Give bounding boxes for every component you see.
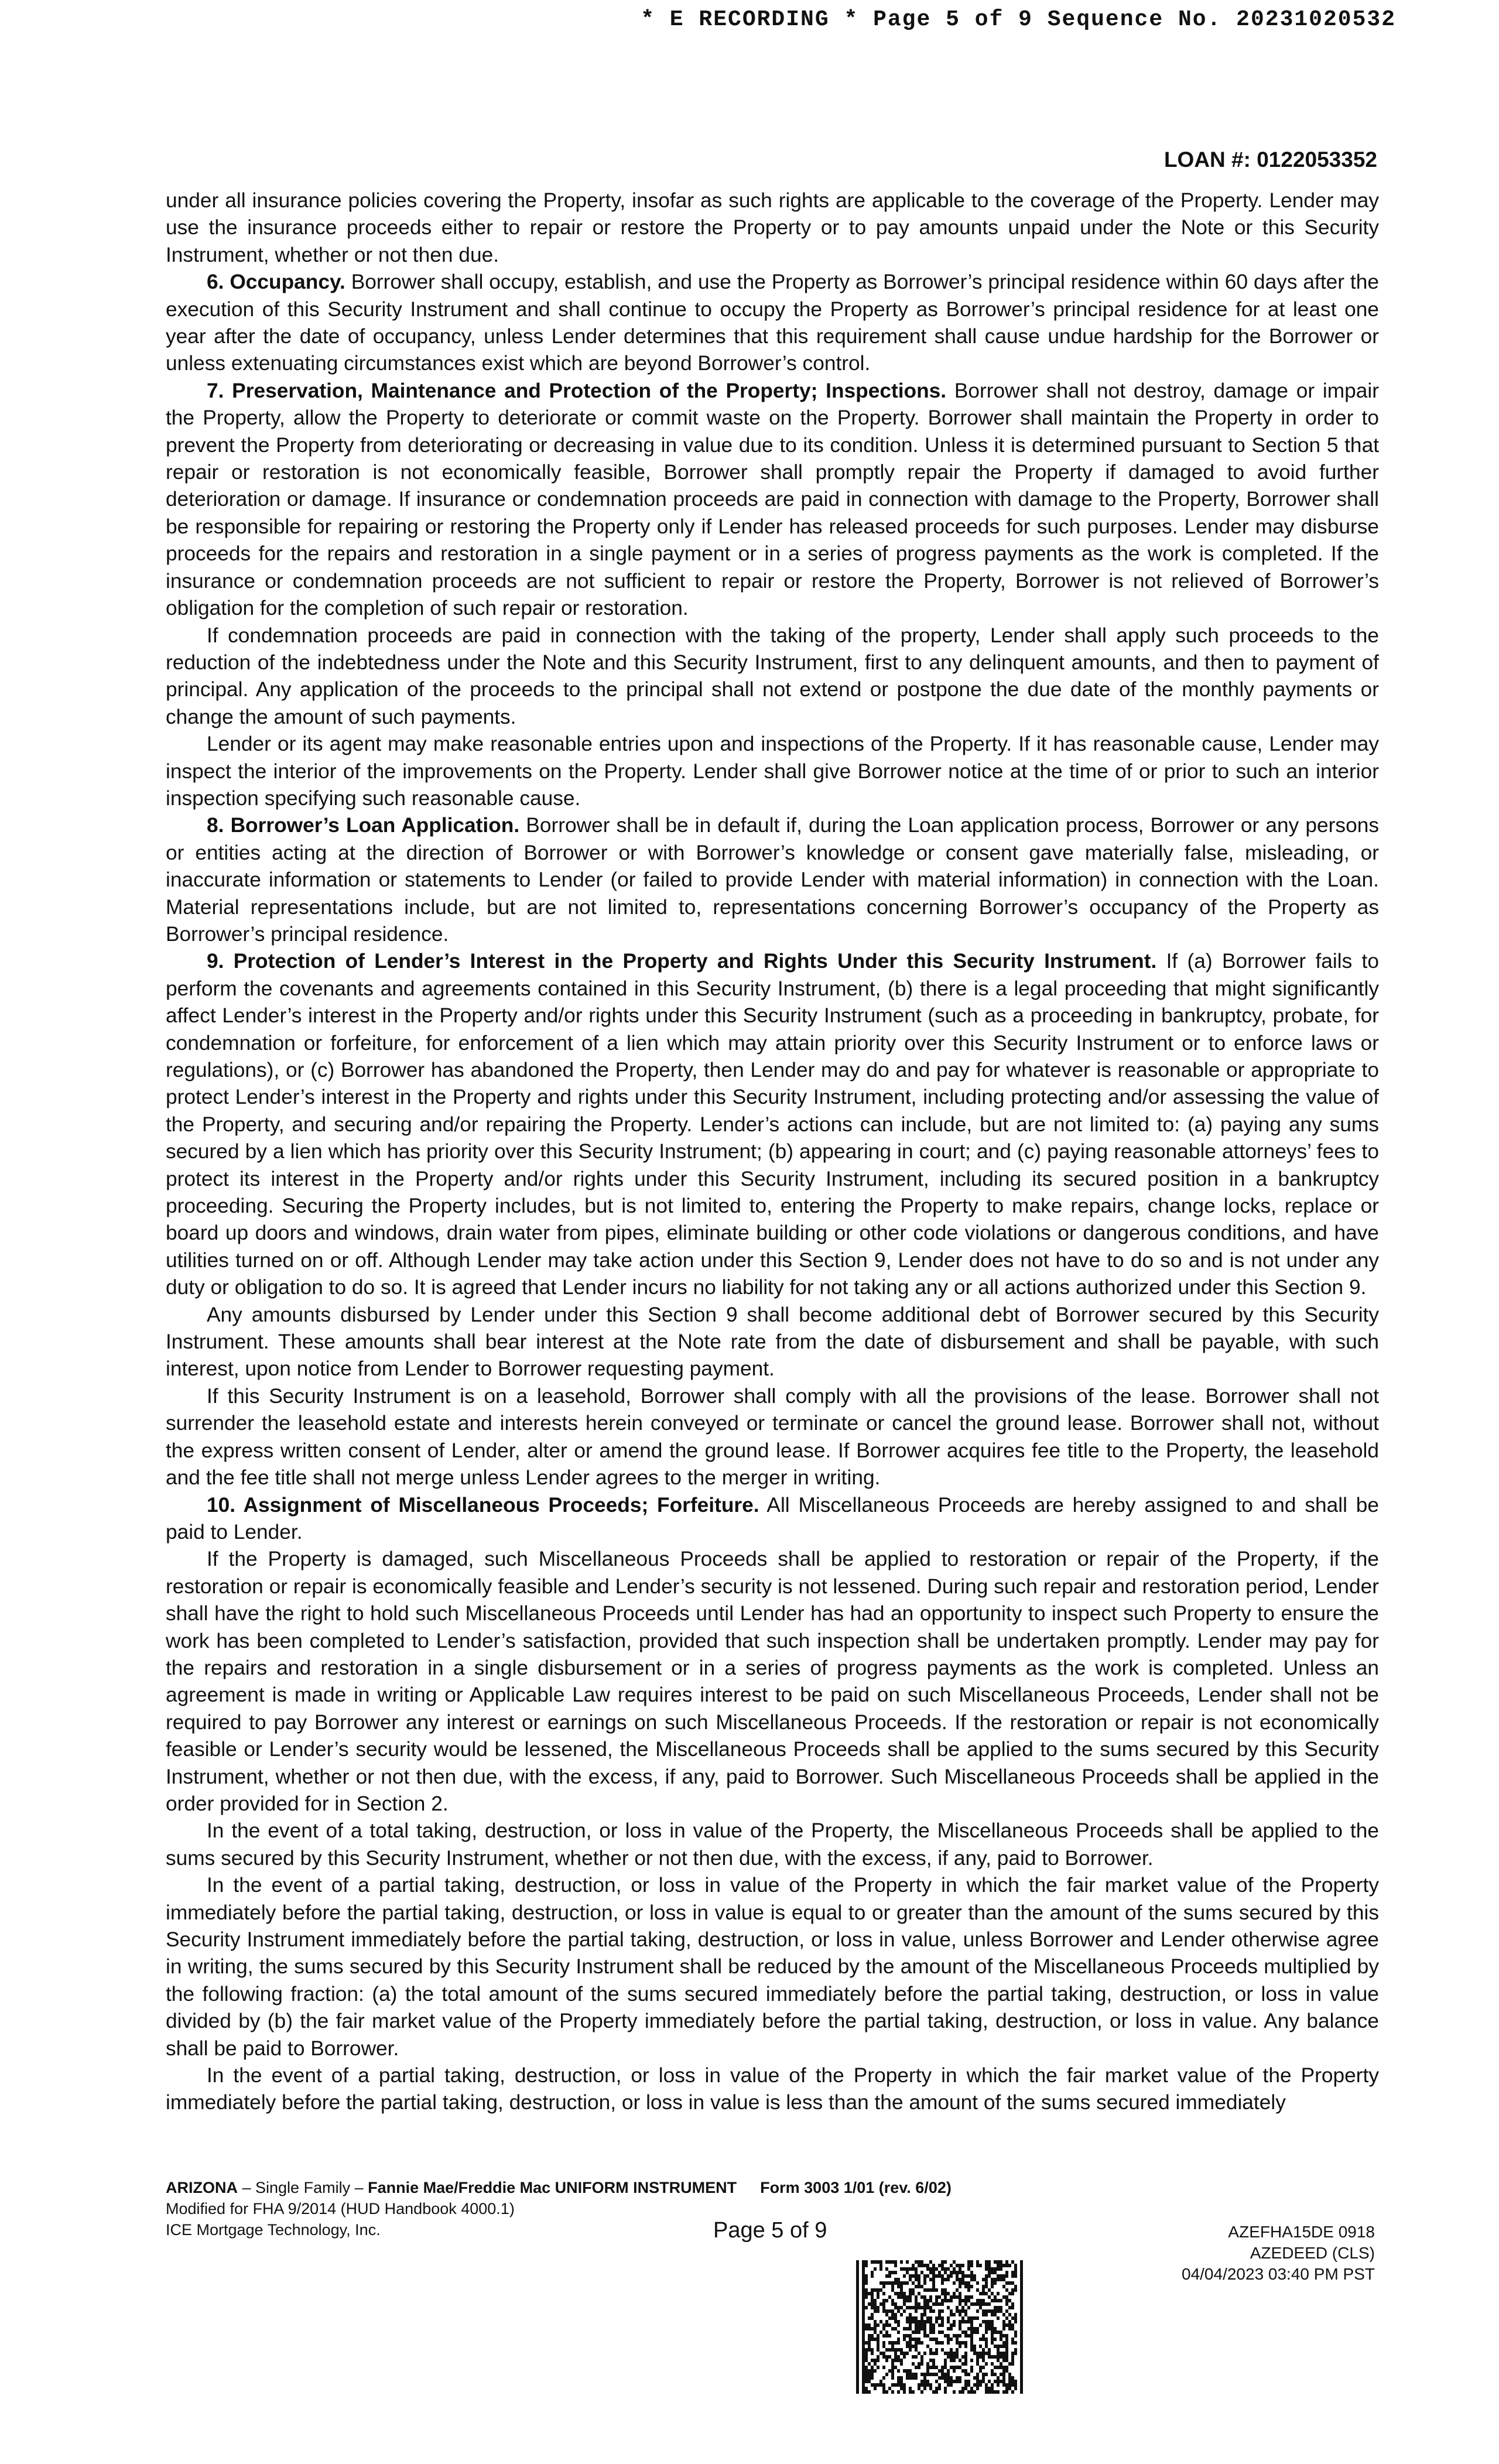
section-heading: 7. Preservation, Maintenance and Protection of the Property; Inspections. — [207, 379, 947, 402]
footer-line-3: ICE Mortgage Technology, Inc. — [166, 2221, 381, 2239]
section-10-assignment: 10. Assignment of Miscellaneous Proceeds; Forfeiture. All Miscellaneous Proceeds are hereby assigned to and shall be paid to Lender. — [166, 1493, 1380, 1544]
footer-line-2: Modified for FHA 9/2014 (HUD Handbook 4000.1) — [166, 2200, 515, 2217]
form-number: Form 3003 1/01 (rev. 6/02) — [760, 2179, 952, 2196]
document-body — [166, 187, 1379, 2117]
paragraph: If condemnation proceeds are paid in connection with the taking of the property, Lender shall apply such proceeds to the reduction of the indebtedness under the Note and this Security Instrument, first to any delinquent amounts, and then to payment of principal. Any application of the proceeds to the principal shall not extend or postpone the due date of the monthly payments or change the amount of such payments. — [166, 624, 1379, 728]
page-number: Page 5 of 9 — [713, 2218, 827, 2243]
section-heading: 8. Borrower’s Loan Application. — [207, 814, 520, 837]
form-code: AZEFHA15DE 0918 — [1228, 2223, 1375, 2241]
footer-codes — [1182, 2222, 1375, 2285]
print-timestamp: 04/04/2023 03:40 PM PST — [1182, 2265, 1375, 2283]
section-8-loan-application: 8. Borrower’s Loan Application. Borrower shall be in default if, during the Loan application process, Borrower or any persons or entities acting at the direction of Borrower or with Borrower’s knowledge or consent gave materially false, misleading, or inaccurate information or statements to Lender (or failed to provide Lender with material information) in connection with the Loan. Material representations include, but are not limited to, representations concerning Borrower’s occupancy of the Property as Borrower’s principal residence. — [166, 814, 1379, 946]
section-6-occupancy: 6. Occupancy. Borrower shall occupy, establish, and use the Property as Borrower’s principal residence within 60 days after the execution of this Security Instrument and shall continue to occupy the Property as Borrower’s principal residence for at least one year after the date of occupancy, unless Lender determines that this requirement shall cause undue hardship for the Borrower or unless extenuating circumstances exist which are beyond Borrower’s control. — [166, 271, 1379, 375]
pdf417-barcode-icon — [856, 2260, 1026, 2394]
paragraph: Lender or its agent may make reasonable entries upon and inspections of the Property. If it has reasonable cause, Lender may inspect the interior of the improvements on the Property. Lender shall give Borrower notice at the time of or prior to such an interior inspection specifying such reasonable cause. — [166, 733, 1379, 810]
paragraph: If this Security Instrument is on a leasehold, Borrower shall comply with all the provisions of the lease. Borrower shall not surrender the leasehold estate and interests herein conveyed or terminate or cancel the ground lease. Borrower shall not, without the express written consent of Lender, alter or amend the ground lease. If Borrower acquires fee title to the Property, the leasehold and the fee title shall not merge unless Lender agrees to the merger in writing. — [166, 1384, 1379, 1490]
paragraph: under all insurance policies covering the Property, insofar as such rights are applicable to the coverage of the Property. Lender may use the insurance proceeds either to repair or restore the Property or to pay amounts unpaid under the Note or this Security Instrument, whether or not then due. — [166, 189, 1379, 266]
paragraph: If the Property is damaged, such Miscellaneous Proceeds shall be applied to restoration or repair of the Property, if the restoration or repair is economically feasible and Lender’s security is not lessened. During such repair and restoration period, Lender shall have the right to hold such Miscellaneous Proceeds until Lender has had an opportunity to inspect such Property to ensure the work has been completed to Lender’s satisfaction, provided that such inspection shall be undertaken promptly. Lender may pay for the repairs and restoration in a single disbursement or in a series of progress payments as the work is completed. Unless an agreement is made in writing or Applicable Law requires interest to be paid on such Miscellaneous Proceeds, Lender shall not be required to pay Borrower any interest or earnings on such Miscellaneous Proceeds. If the restoration or repair is not economically feasible or Lender’s security would be lessened, the Miscellaneous Proceeds shall be applied to the sums secured by this Security Instrument, whether or not then due, with the excess, if any, paid to Borrower. Such Miscellaneous Proceeds shall be applied in the order provided for in Section 2. — [166, 1548, 1379, 1815]
paragraph: Any amounts disbursed by Lender under this Section 9 shall become additional debt of Borrower secured by this Security Instrument. These amounts shall bear interest at the Note rate from the date of disbursement and shall be payable, with such interest, upon notice from Lender to Borrower requesting payment. — [166, 1303, 1379, 1381]
section-heading: 6. Occupancy. — [207, 271, 345, 294]
paragraph: In the event of a partial taking, destruction, or loss in value of the Property in which the fair market value of the Property immediately before the partial taking, destruction, or loss in value is equal to or greater than the amount of the sums secured by this Security Instrument immediately before the partial taking, destruction, or loss in value, unless Borrower and Lender otherwise agree in writing, the sums secured by this Security Instrument shall be reduced by the amount of the Miscellaneous Proceeds multiplied by the following fraction: (a) the total amount of the sums secured immediately before the partial taking, destruction, or loss in value divided by (b) the fair market value of the Property immediately before the partial taking, destruction, or loss in value. Any balance shall be paid to Borrower. — [166, 1874, 1379, 2060]
section-heading: 10. Assignment of Miscellaneous Proceeds; Forfeiture. — [207, 1493, 759, 1517]
footer-line-1: ARIZONA – Single Family – Fannie Mae/Freddie Mac UNIFORM INSTRUMENT Form 3003 1/01 (rev. 6/02) — [166, 2177, 952, 2198]
deed-code: AZEDEED (CLS) — [1250, 2244, 1375, 2262]
paragraph: In the event of a total taking, destruction, or loss in value of the Property, the Miscellaneous Proceeds shall be applied to the sums secured by this Security Instrument, whether or not then due, with the excess, if any, paid to Borrower. — [166, 1819, 1379, 1870]
section-heading: 9. Protection of Lender’s Interest in the Property and Rights Under this Security Instrument. — [207, 950, 1157, 973]
section-9-protection: 9. Protection of Lender’s Interest in the Property and Rights Under this Security Instrument. If (a) Borrower fails to perform the covenants and agreements contained in this Security Instrument, (b) there is a legal proceeding that might significantly affect Lender’s interest in the Property and/or rights under this Security Instrument (such as a proceeding in bankruptcy, probate, for condemnation or forfeiture, for enforcement of a lien which may attain priority over this Security Instrument or to enforce laws or regulations), or (c) Borrower has abandoned the Property, then Lender may do and pay for whatever is reasonable or appropriate to protect Lender’s interest in the Property and rights under this Security Instrument, including protecting and/or assessing the value of the Property, and securing and/or repairing the Property. Lender’s actions can include, but are not limited to: (a) paying any sums secured by a lien which has priority over this Security Instrument; (b) appearing in court; and (c) paying reasonable attorneys’ fees to protect its interest in the Property and/or rights under this Security Instrument, including its secured position in a bankruptcy proceeding. Securing the Property includes, but is not limited to, entering the Property to make repairs, change locks, replace or board up doors and windows, drain water from pipes, eliminate building or other code violations or dangerous conditions, and have utilities turned on or off. Although Lender may take action under this Section 9, Lender does not have to do so and is not under any duty or obligation to do so. It is agreed that Lender incurs no liability for not taking any or all actions authorized under this Section 9. — [166, 950, 1379, 1299]
section-7-preservation: 7. Preservation, Maintenance and Protection of the Property; Inspections. Borrower shall not destroy, damage or impair the Property, allow the Property to deteriorate or commit waste on the Property. Borrower shall maintain the Property in order to prevent the Property from deteriorating or decreasing in value due to its condition. Unless it is determined pursuant to Section 5 that repair or restoration is not economically feasible, Borrower shall promptly repair the Property if damaged to avoid further deterioration or damage. If insurance or condemnation proceeds are paid in connection with damage to the Property, Borrower shall be responsible for repairing or restoring the Property only if Lender has released proceeds for such purposes. Lender may disburse proceeds for the repairs and restoration in a single payment or in a series of progress payments as the work is completed. If the insurance or condemnation proceeds are not sufficient to repair or restore the Property, Borrower is not relieved of Borrower’s obligation for the completion of such repair or restoration. — [166, 379, 1379, 620]
paragraph: In the event of a partial taking, destruction, or loss in value of the Property in which the fair market value of the Property immediately before the partial taking, destruction, or loss in value is less than the amount of the sums secured immediately — [166, 2064, 1379, 2114]
recording-header: * E RECORDING * Page 5 of 9 Sequence No. 20231020532 — [641, 7, 1396, 32]
loan-number: LOAN #: 0122053352 — [1163, 148, 1377, 172]
footer-form-info — [166, 2177, 952, 2240]
